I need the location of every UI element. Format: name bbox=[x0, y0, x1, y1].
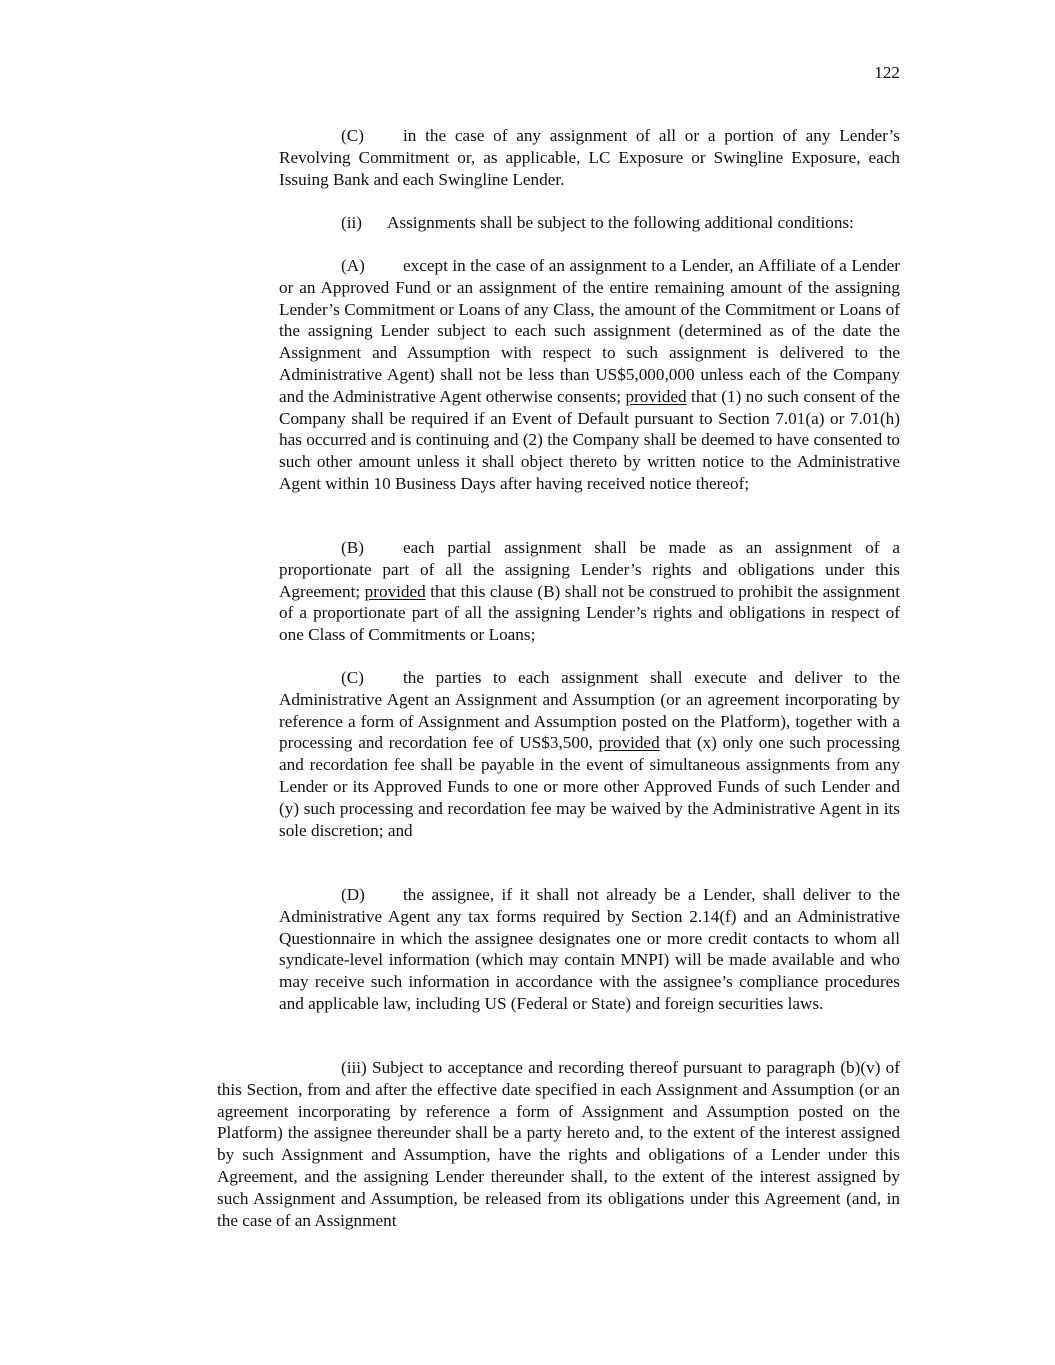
clause-text-after: that (1) no such consent of the Company shall be required if an Event of Default pursuant to Section 7.01(a) or 7.01(h) has occurred and is continuing and (2) the Company shall be deemed to have consented to such other amount unless it shall object thereto by written notice to the Administrative Agent within 10 Business Days after having received notice thereof; bbox=[279, 386, 901, 493]
provided-term: provided bbox=[364, 581, 426, 601]
clause-text-before: the parties to each assignment shall execute and deliver to the Administrative Agent an Assignment and Assumption (or an agreement incorporating by reference a form of Assignment and Assumption posted on the Platform), together with a processing and recordation fee of US$3,500, bbox=[279, 668, 900, 753]
provided-term: provided bbox=[598, 733, 660, 753]
clause-text: Assignments shall be subject to the following additional conditions: bbox=[387, 213, 854, 232]
clause-text-before: except in the case of an assignment to a Lender, an Affiliate of a Lender or an Approved Fund or an assignment of the entire remaining amount of the assigning Lender’s Commitment or Loans of any Class, the amount of the Commitment or Loans of the assigning Lender subject to each such assignment (determined as of the date the Assignment and Assumption with respect to such assignment is delivered to the Administrative Agent) shall not be less than US$5,000,000 unless each of the Company and the Administrative Agent otherwise consents; bbox=[279, 256, 900, 406]
clause-label: (ii) bbox=[341, 213, 362, 232]
clause-label: (A) bbox=[341, 256, 365, 275]
clause-text-after: that (x) only one such processing and recordation fee shall be payable in the event of simultaneous assignments from any Lender or its Approved Funds to one or more other Approved Funds of such Lender and (y) such processing and recordation fee may be waived by the Administrative Agent in its sole discretion; and bbox=[279, 733, 901, 840]
clause-b-partial-assignment bbox=[279, 537, 900, 646]
page-number: 122 bbox=[874, 63, 900, 82]
provided-term: provided bbox=[625, 386, 687, 406]
clause-ii-conditions bbox=[279, 212, 900, 234]
clause-label: (C) bbox=[341, 668, 364, 687]
clause-a-minimum-amount bbox=[279, 255, 900, 495]
clause-text-before: each partial assignment shall be made as an assignment of a proportionate part of all the assigning Lender’s rights and obligations under this Agreement; bbox=[279, 538, 900, 601]
clause-label: (B) bbox=[341, 538, 364, 557]
clause-text: Subject to acceptance and recording thereof pursuant to paragraph (b)(v) of this Section, from and after the effective date specified in each Assignment and Assumption (or an agreement incorporating by reference a form of Assignment and Assumption posted on the Platform) the assignee thereunder shall be a party hereto and, to the extent of the interest assigned by such Assignment and Assumption, have the rights and obligations of a Lender under this Agreement, and the assigning Lender thereunder shall, to the extent of the interest assigned by such Assignment and Assumption, be released from its obligations under this Agreement (and, in the case of an Assignment bbox=[217, 1058, 900, 1230]
clause-c-execution bbox=[279, 667, 900, 841]
clause-d-assignee bbox=[279, 884, 900, 1015]
clause-iii-effect bbox=[217, 1057, 900, 1231]
clause-text-after: that this clause (B) shall not be construed to prohibit the assignment of a proportionate part of all the assigning Lender’s rights and obligations in respect of one Class of Commitments or Loans; bbox=[279, 581, 900, 645]
clause-label: (iii) bbox=[341, 1058, 367, 1077]
clause-text: the assignee, if it shall not already be a Lender, shall deliver to the Administrative Agent any tax forms required by Section 2.14(f) and an Administrative Questionnaire in which the assignee designates one or more credit contacts to whom all syndicate-level information (which may contain MNPI) will be made available and who may receive such information in accordance with the assignee’s compliance procedures and applicable law, including US (Federal or State) and foreign securities laws. bbox=[279, 885, 900, 1013]
clause-label: (C) bbox=[341, 126, 364, 145]
clause-c-swingline bbox=[279, 125, 900, 190]
clause-label: (D) bbox=[341, 885, 365, 904]
clause-text: in the case of any assignment of all or a portion of any Lender’s Revolving Commitment or, as applicable, LC Exposure or Swingline Exposure, each Issuing Bank and each Swingline Lender. bbox=[279, 126, 900, 189]
